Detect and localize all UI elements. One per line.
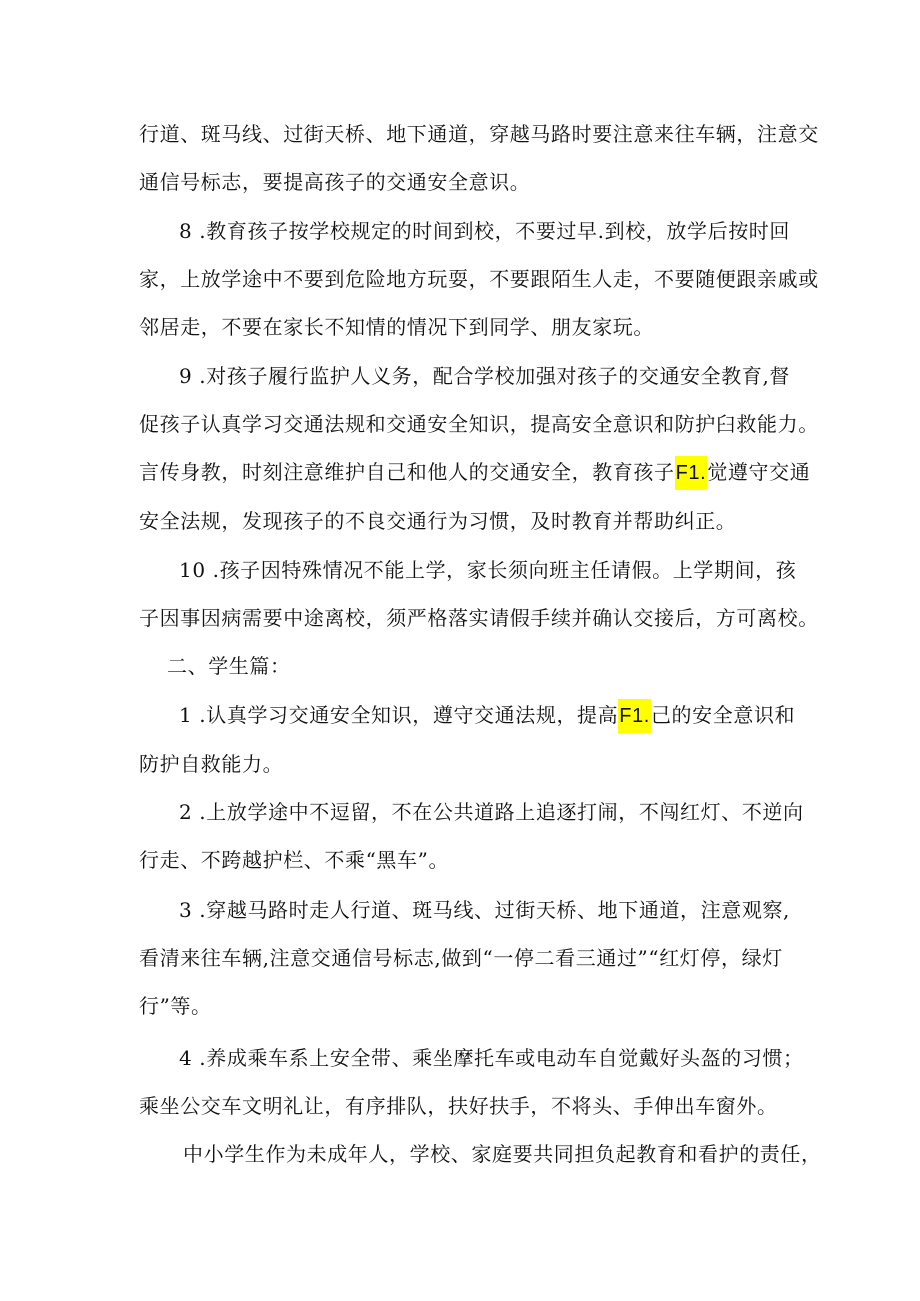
text-line: 二、学生篇： <box>167 654 291 678</box>
text-segment: 言传身教，时刻注意维护自己和他人的交通安全，教育孩子 <box>139 460 675 484</box>
closing-paragraph <box>139 1130 822 1178</box>
text-line: 通信号标志，要提高孩子的交通安全意识。 <box>139 170 531 194</box>
text-line: 家，上放学途中不要到危险地方玩耍，不要跟陌生人走，不要随便跟亲戚或 <box>139 267 819 291</box>
text-line: 乘坐公交车文明礼让，有序排队，扶好扶手，不将头、手伸出车窗外。 <box>139 1094 778 1118</box>
section-heading <box>139 642 799 690</box>
text-line: 安全法规，发现孩子的不良交通行为习惯，及时教育并帮助纠正。 <box>139 509 737 533</box>
student-item-1 <box>139 691 799 788</box>
text-segment: 己的安全意识和 <box>650 703 796 727</box>
student-item-4 <box>139 1034 804 1130</box>
text-line: 行走、不跨越护栏、不乘“黑车”。 <box>139 848 450 872</box>
text-line: 行”等。 <box>139 994 212 1018</box>
text-line: 防护自救能力。 <box>139 752 284 776</box>
paragraph-item-9 <box>139 352 819 545</box>
text-line: 8 .教育孩子按学校规定的时间到校，不要过早.到校，放学后按时回 <box>179 219 790 243</box>
paragraph-item-8 <box>139 207 819 351</box>
text-line: 行道、斑马线、过街天桥、地下通道，穿越马路时要注意来往车辆，注意交 <box>139 122 819 146</box>
student-item-3 <box>139 886 799 1030</box>
text-line: 中小学生作为未成年人，学校、家庭要共同担负起教育和看护的责任， <box>183 1142 822 1166</box>
text-line: 9 .对孩子履行监护人义务，配合学校加强对孩子的交通安全教育,督 <box>179 364 790 388</box>
student-item-2 <box>139 788 804 884</box>
paragraph-item-10 <box>139 546 819 642</box>
text-line: 10 .孩子因特殊情况不能上学，家长须向班主任请假。上学期间，孩 <box>179 558 797 582</box>
paragraph-continuation <box>139 110 819 206</box>
text-line: 邻居走，不要在家长不知情的情况下到同学、朋友家玩。 <box>139 315 654 339</box>
text-line <box>139 448 811 497</box>
text-segment: 觉遵守交通 <box>707 460 811 484</box>
text-line <box>139 691 799 740</box>
text-line: 促孩子认真学习交通法规和交通安全知识，提高安全意识和防护臼救能力。 <box>139 412 819 436</box>
text-line: 看清来往车辆,注意交通信号标志,做到“一停二看三通过”“红灯停，绿灯 <box>139 946 783 970</box>
text-segment: 1 .认真学习交通安全知识，遵守交通法规，提高 <box>179 703 619 727</box>
text-line: 子因事因病需要中途离校，须严格落实请假手续并确认交接后，方可离校。 <box>139 606 819 630</box>
text-line: 4 .养成乘车系上安全带、乘坐摩托车或电动车自觉戴好头盔的习惯； <box>179 1046 804 1070</box>
text-line: 3 .穿越马路时走人行道、斑马线、过街天桥、地下通道，注意观察, <box>179 898 790 922</box>
text-line: 2 .上放学途中不逗留，不在公共道路上追逐打闹，不闯红灯、不逆向 <box>179 800 804 824</box>
highlighted-text: F1. <box>618 699 651 733</box>
highlighted-text: F1. <box>675 456 708 490</box>
